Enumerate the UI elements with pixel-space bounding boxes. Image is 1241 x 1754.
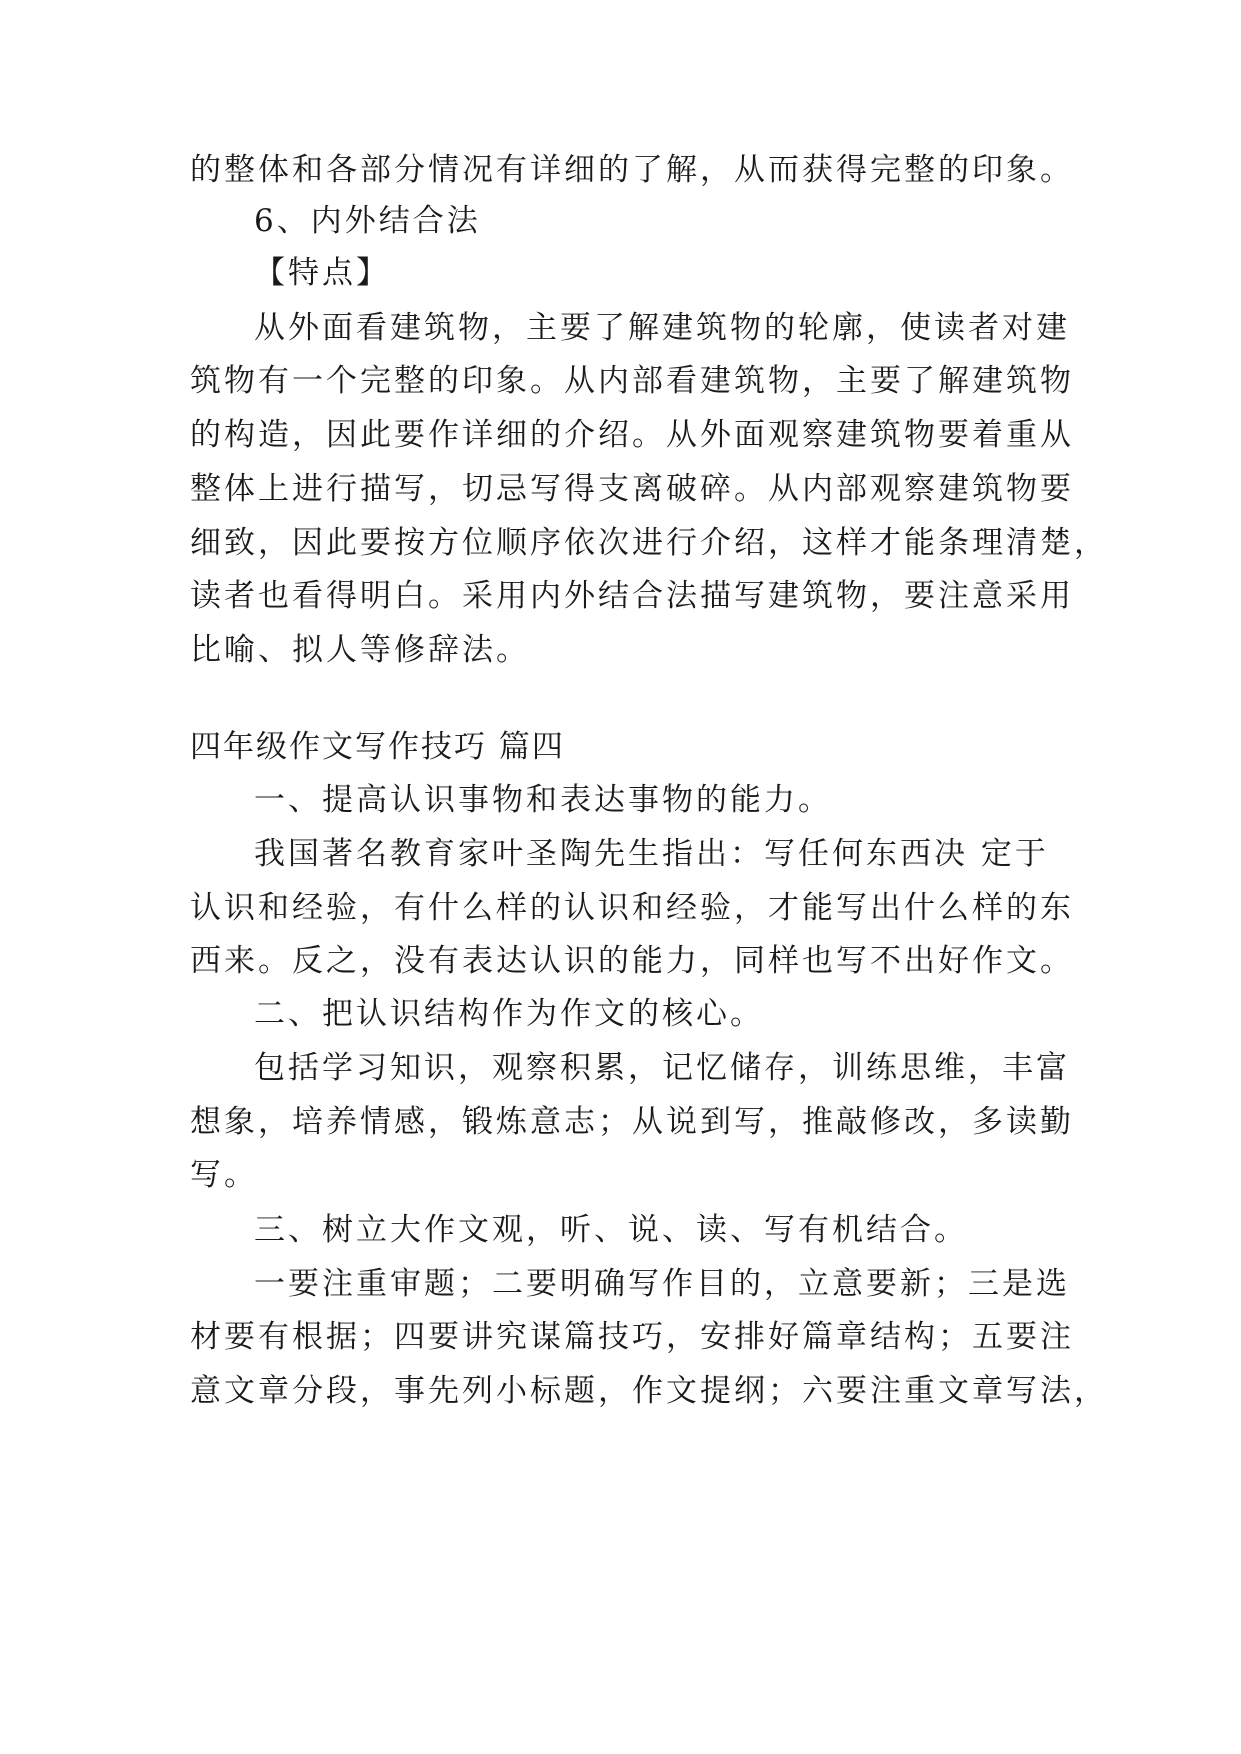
paragraph-line: 想象，培养情感，锻炼意志；从说到写，推敲修改，多读勤 [190,1104,1074,1140]
paragraph-line: 写。 [190,1157,258,1193]
paragraph-line: 意文章分段，事先列小标题，作文提纲；六要注重文章写法， [190,1373,1108,1409]
paragraph-line: 从外面看建筑物，主要了解建筑物的轮廓，使读者对建 [254,310,1070,346]
section-heading-2: 二、把认识结构作为作文的核心。 [254,996,764,1032]
subheading-features: 【特点】 [254,255,390,291]
paragraph-line: 读者也看得明白。采用内外结合法描写建筑物，要注意采用 [190,578,1074,614]
paragraph-line: 认识和经验，有什么样的认识和经验，才能写出什么样的东 [190,890,1074,926]
paragraph-line: 比喻、拟人等修辞法。 [190,632,530,668]
paragraph-line: 整体上进行描写，切忌写得支离破碎。从内部观察建筑物要 [190,471,1074,507]
section-title: 四年级作文写作技巧 篇四 [190,729,565,765]
paragraph-line: 筑物有一个完整的印象。从内部看建筑物，主要了解建筑物 [190,363,1074,399]
paragraph-line: 的构造，因此要作详细的介绍。从外面观察建筑物要着重从 [190,417,1074,453]
section-heading-3: 三、树立大作文观，听、说、读、写有机结合。 [254,1212,968,1248]
paragraph-line: 的整体和各部分情况有详细的了解，从而获得完整的印象。 [190,152,1074,188]
paragraph-line: 我国著名教育家叶圣陶先生指出：写任何东西决 定于 [254,836,1049,872]
paragraph-line: 细致，因此要按方位顺序依次进行介绍，这样才能条理清楚， [190,525,1108,561]
paragraph-line: 西来。反之，没有表达认识的能力，同样也写不出好作文。 [190,943,1074,979]
paragraph-line: 一要注重审题；二要明确写作目的，立意要新；三是选 [254,1266,1070,1302]
paragraph-line: 材要有根据；四要讲究谋篇技巧，安排好篇章结构；五要注 [190,1319,1074,1355]
section-heading-method-6: 6、内外结合法 [254,203,481,239]
section-heading-1: 一、提高认识事物和表达事物的能力。 [254,782,832,818]
paragraph-line: 包括学习知识，观察积累，记忆储存，训练思维，丰富 [254,1050,1070,1086]
